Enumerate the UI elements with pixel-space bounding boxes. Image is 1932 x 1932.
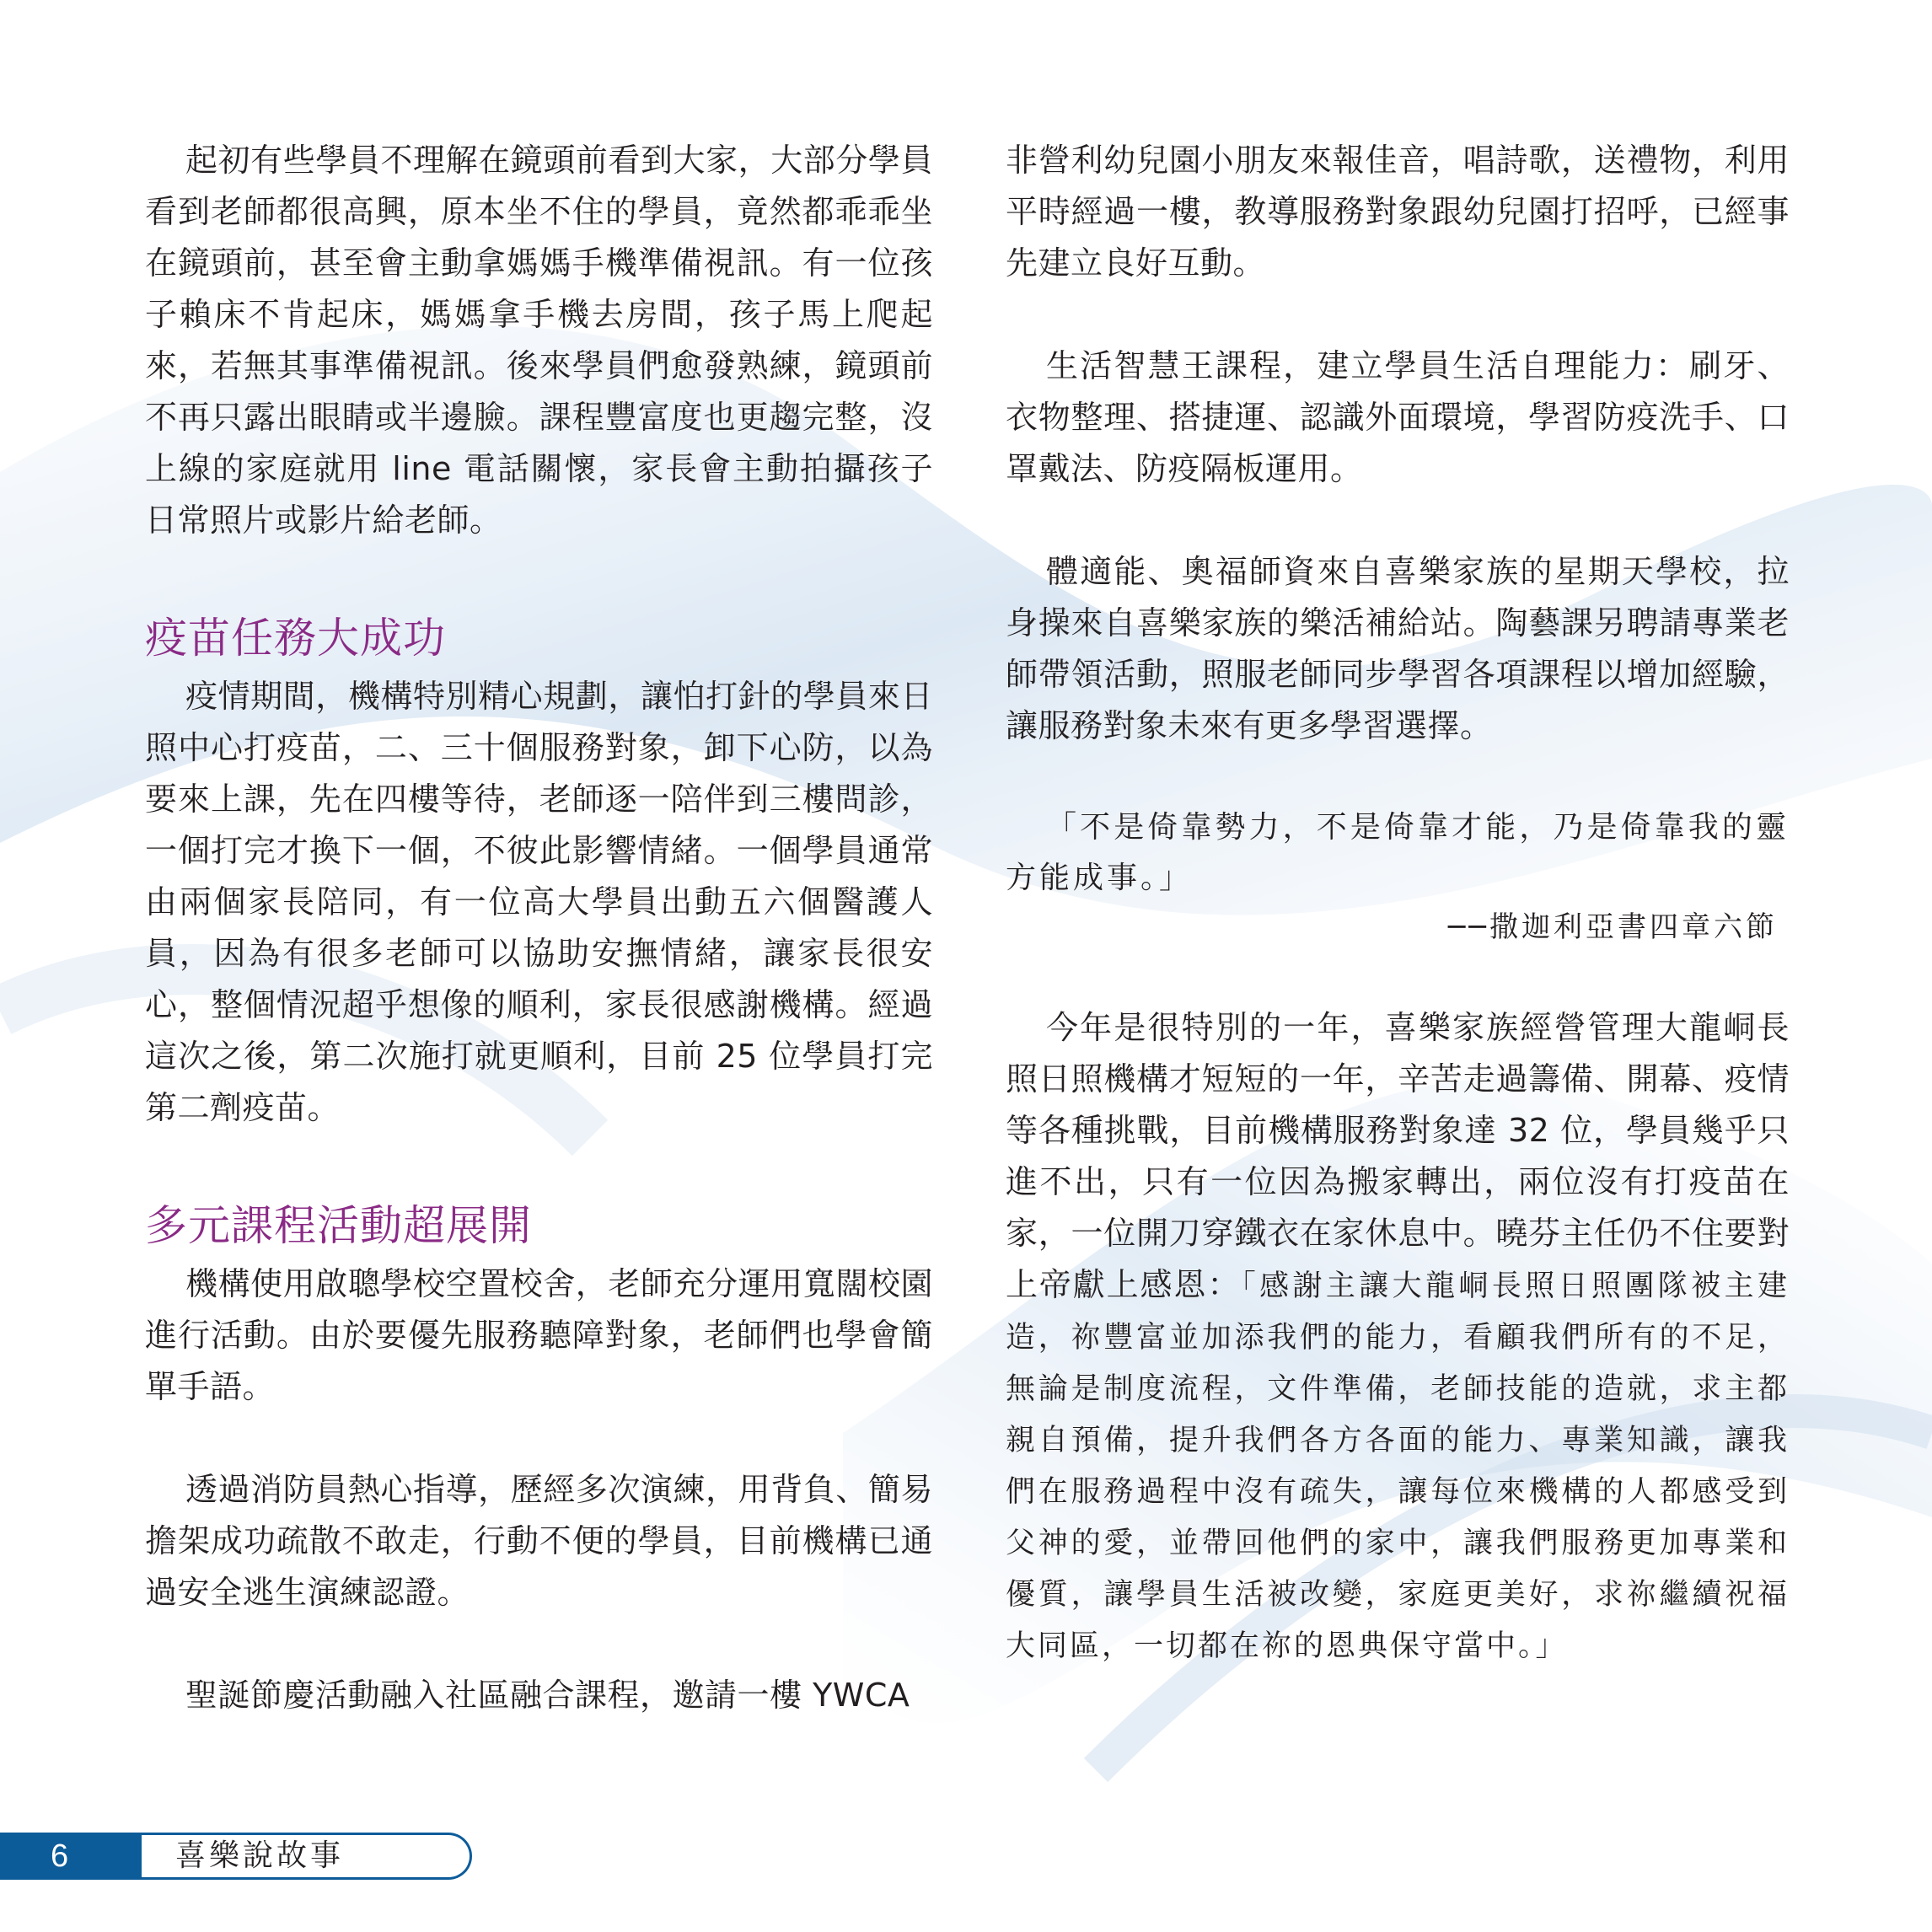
right-column — [1006, 135, 1790, 1671]
left-column — [145, 135, 933, 1721]
paragraph-kindergarten: 非營利幼兒園小朋友來報佳音，唱詩歌，送禮物，利用平時經過一樓，教導服務對象跟幼兒園打招呼，已經事先建立良好互動。 — [1006, 142, 1790, 282]
heading-diverse-courses: 多元課程活動超展開 — [145, 1201, 532, 1250]
paragraph-teachers: 體適能、奧福師資來自喜樂家族的星期天學校，拉身操來自喜樂家族的樂活補給站。陶藝課另聘請專業老師帶領活動，照服老師同步學習各項課程以增加經驗，讓服務對象未來有更多學習選擇。 — [1006, 553, 1790, 744]
scripture-attribution: ──撒迦利亞書四章六節 — [1448, 910, 1778, 944]
paragraph-fire-drill: 透過消防員熱心指導，歷經多次演練，用背負、簡易擔架成功疏散不敢走，行動不便的學員，目前機構已通過安全逃生演練認證。 — [145, 1471, 933, 1611]
section-title: 喜樂說故事 — [142, 1833, 472, 1880]
paragraph-life-skills: 生活智慧王課程，建立學員生活自理能力：刷牙、衣物整理、搭捷運、認識外面環境，學習防疫洗手、口罩戴法、防疫隔板運用。 — [1006, 347, 1790, 487]
page-number: 6 — [0, 1833, 145, 1880]
prayer-text: 「感謝主讓大龍峒長照日照團隊被主建造，祢豐富並加添我們的能力，看顧我們所有的不足，無論是制度流程，文件準備，老師技能的造就，求主都親自預備，提升我們各方各面的能力、專業知識，讓我們在服務過程中沒有疏失，讓每位來機構的人都感受到父神的愛，並帶回他們的家中，讓我們服務更加專業和優質，讓學員生活被改變，家庭更美好，求祢繼續祝福大同區，一切都在祢的恩典保守當中。」 — [1006, 1269, 1790, 1663]
scripture-quote: 「不是倚靠勢力，不是倚靠才能，乃是倚靠我的靈方能成事。」 — [1006, 810, 1790, 895]
paragraph-christmas-activity: 聖誕節慶活動融入社區融合課程，邀請一樓 YWCA — [185, 1677, 910, 1714]
anniversary-lead-text: 今年是很特別的一年，喜樂家族經營管理大龍峒長照日照機構才短短的一年，辛苦走過籌備、開幕、疫情等各種挑戰，目前機構服務對象達 32 位，學員幾乎只進不出，只有一位因為搬家轉出，兩位沒有打疫苗在家，一位開刀穿鐵衣在家休息中。曉芬主任仍不住要對上帝獻上感恩： — [1006, 1009, 1790, 1303]
paragraph-video-lessons: 起初有些學員不理解在鏡頭前看到大家，大部分學員看到老師都很高興，原本坐不住的學員，竟然都乖乖坐在鏡頭前，甚至會主動拿媽媽手機準備視訊。有一位孩子賴床不肯起床，媽媽拿手機去房間，孩子馬上爬起來，若無其事準備視訊。後來學員們愈發熟練，鏡頭前不再只露出眼睛或半邊臉。課程豐富度也更趨完整，沒上線的家庭就用 line 電話關懷，家長會主動拍攝孩子日常照片或影片給老師。 — [145, 142, 933, 539]
heading-vaccine-mission: 疫苗任務大成功 — [145, 614, 446, 663]
paragraph-vaccination: 疫情期間，機構特別精心規劃，讓怕打針的學員來日照中心打疫苗，二、三十個服務對象，卸下心防，以為要來上課，先在四樓等待，老師逐一陪伴到三樓問診，一個打完才換下一個，不彼此影響情緒。一個學員通常由兩個家長陪同，有一位高大學員出動五六個醫護人員，因為有很多老師可以協助安撫情緒，讓家長很安心，整個情況超乎想像的順利，家長很感謝機構。經過這次之後，第二次施打就更順利，目前 25 位學員打完第二劑疫苗。 — [145, 678, 933, 1126]
paragraph-campus-activities: 機構使用啟聰學校空置校舍，老師充分運用寬闊校園進行活動。由於要優先服務聽障對象，老師們也學會簡單手語。 — [145, 1265, 933, 1405]
page-footer — [0, 1833, 472, 1880]
paragraph-anniversary — [1006, 1002, 1790, 1671]
